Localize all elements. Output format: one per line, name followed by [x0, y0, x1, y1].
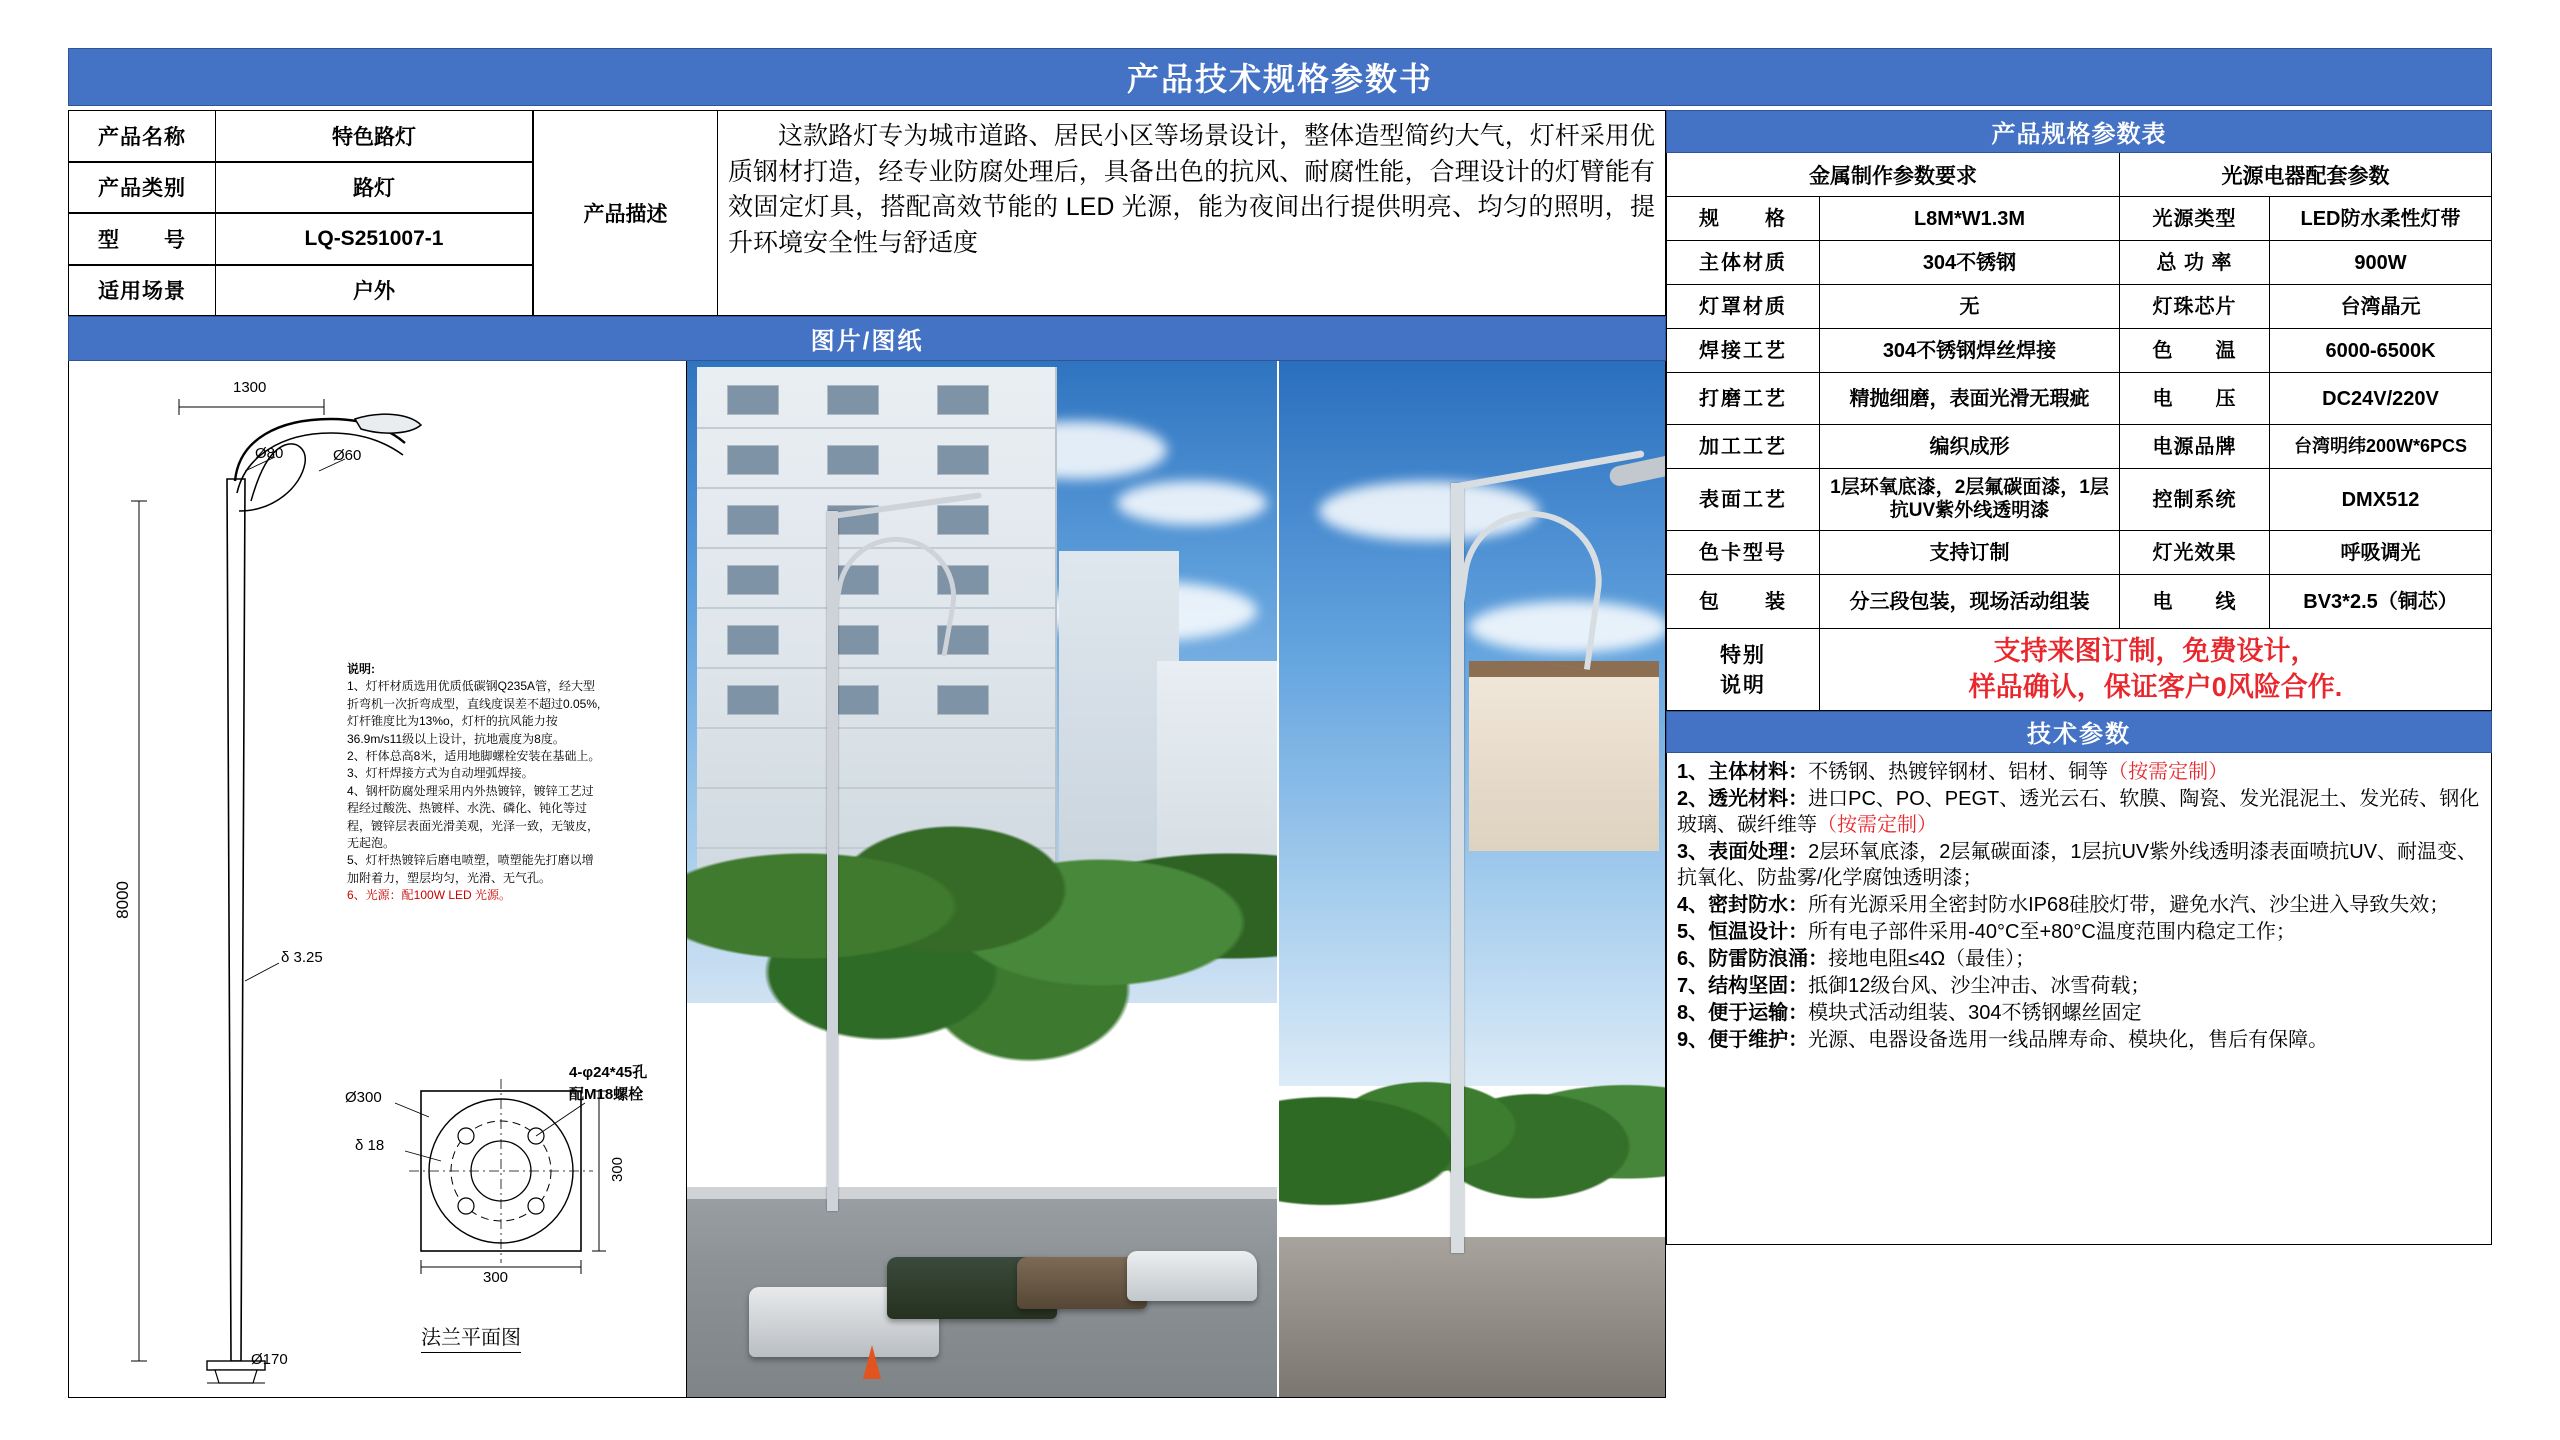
table-row [1666, 329, 2492, 373]
tech-item [1677, 786, 2483, 838]
tech-item [1677, 946, 2483, 972]
tech-item-text: 接地电阻≤4Ω（最佳）； [1828, 947, 2036, 970]
note-line: 5、灯杆热镀锌后磨电喷塑，喷塑能先打磨以增加附着力，塑层均匀，光滑、无气孔。 [347, 853, 594, 885]
spec-key: 灯罩材质 [1666, 285, 1820, 329]
dim-dia-170: Ø170 [251, 1351, 288, 1368]
special-note-label-line1: 特别 [1720, 644, 1766, 668]
tech-item-no: 8、 [1677, 1001, 1709, 1024]
spec-key: 电 压 [2120, 373, 2270, 425]
tech-item-text: 进口PC、PO、PEGT、透光云石、软膜、陶瓷、发光混泥土、发光砖、钢化玻璃、碳纤维等 [1677, 787, 2480, 836]
notes-title: 说明: [347, 662, 375, 676]
spec-key: 控制系统 [2120, 469, 2270, 531]
table-row [1666, 425, 2492, 469]
spec-key: 灯珠芯片 [2120, 285, 2270, 329]
tech-item-no: 9、 [1677, 1028, 1709, 1051]
photo-streetlight-closeup [1277, 361, 1665, 1397]
tech-item-text: 光源、电器设备选用一线品牌寿命、模块化，售后有保障。 [1808, 1028, 2329, 1051]
tech-item-text: 不锈钢、热镀锌钢材、铝材、铜等 [1808, 760, 2109, 783]
bolt-spec-note: 配M18螺栓 [569, 1086, 644, 1103]
tech-item-key: 恒温设计： [1708, 920, 1809, 943]
tech-item-key: 便于维护： [1708, 1028, 1809, 1051]
info-label: 型 号 [68, 213, 216, 265]
tech-item [1677, 892, 2483, 918]
tech-item-no: 4、 [1677, 893, 1709, 916]
tech-item [1677, 973, 2483, 999]
tech-item-no: 1、 [1677, 760, 1709, 783]
spec-value: BV3*2.5（铜芯） [2270, 575, 2492, 629]
spec-value: 1层环氧底漆，2层氟碳面漆，1层抗UV紫外线透明漆 [1820, 469, 2120, 531]
spec-key: 打磨工艺 [1666, 373, 1820, 425]
dim-base-width: 300 [483, 1269, 509, 1286]
tech-item-red: （按需定制） [1817, 813, 1937, 836]
spec-value: 无 [1820, 285, 2120, 329]
bolt-hole-note: 4-φ24*45孔 [569, 1064, 648, 1081]
dim-dia-80: Ø80 [255, 445, 284, 462]
spec-key: 光源类型 [2120, 197, 2270, 241]
tech-item-no: 2、 [1677, 787, 1709, 810]
spec-value: 304不锈钢 [1820, 241, 2120, 285]
images-area [68, 361, 1666, 1398]
drawing-notes [347, 661, 605, 904]
tech-item-text: 所有电子部件采用-40°C至+80°C温度范围内稳定工作； [1808, 920, 2296, 943]
tech-item-no: 7、 [1677, 974, 1709, 997]
photo-street-daytime [687, 361, 1277, 1397]
parked-car [1127, 1251, 1257, 1301]
spec-value: DC24V/220V [2270, 373, 2492, 425]
tech-item-no: 5、 [1677, 920, 1709, 943]
tech-item [1677, 1000, 2483, 1026]
spec-value: 304不锈钢焊丝焊接 [1820, 329, 2120, 373]
roadside-trees [687, 741, 1277, 1071]
tech-item-text: 2层环氧底漆，2层氟碳面漆，1层抗UV紫外线透明漆表面喷抗UV、耐温变、抗氧化、防盐雾/化学腐蚀透明漆； [1677, 840, 2478, 889]
tech-item-no: 3、 [1677, 840, 1709, 863]
road-surface [1279, 1237, 1665, 1397]
roadside-bushes [1279, 1007, 1665, 1247]
spec-value: LED防水柔性灯带 [2270, 197, 2492, 241]
tech-item-key: 防雷防浪涌： [1708, 947, 1829, 970]
table-row [68, 110, 533, 162]
description-body [718, 110, 1666, 316]
spec-key: 色 温 [2120, 329, 2270, 373]
tech-item [1677, 1027, 2483, 1053]
description-text: 这款路灯专为城市道路、居民小区等场景设计，整体造型简约大气，灯杆采用优质钢材打造，经专业防腐处理后，具备出色的抗风、耐腐性能，合理设计的灯臂能有效固定灯具，搭配高效节能的 LED 光源，能为夜间出行提供明亮、均匀的照明，提升环境安全性与舒适度 [728, 122, 1655, 257]
spec-value: DMX512 [2270, 469, 2492, 531]
spec-key: 规 格 [1666, 197, 1820, 241]
tech-item-text: 抵御12级台风、沙尘冲击、冰雪荷载； [1808, 974, 2151, 997]
special-note-label-line2: 说明 [1720, 674, 1766, 698]
spec-value: 支持订制 [1820, 531, 2120, 575]
table-row [1666, 531, 2492, 575]
table-row [1666, 285, 2492, 329]
dim-dia-60: Ø60 [333, 447, 362, 464]
product-photos [687, 361, 1665, 1397]
tech-item-key: 便于运输： [1708, 1001, 1809, 1024]
spec-value: 编织成形 [1820, 425, 2120, 469]
page-title: 产品技术规格参数书 [68, 48, 2492, 106]
info-value: LQ-S251007-1 [216, 213, 533, 265]
tech-item-red: （按需定制） [2108, 760, 2229, 783]
table-row [1666, 241, 2492, 285]
table-row [1666, 575, 2492, 629]
table-row [68, 265, 533, 317]
tech-item-key: 表面处理： [1708, 840, 1809, 863]
special-note [1666, 629, 2492, 711]
note-line: 2、杆体总高8米，适用地脚螺栓安装在基础上。 [347, 748, 601, 763]
tech-item-key: 密封防水： [1708, 893, 1809, 916]
table-row [68, 162, 533, 214]
spec-key: 总 功 率 [2120, 241, 2270, 285]
tech-item [1677, 919, 2483, 945]
spec-key: 主体材质 [1666, 241, 1820, 285]
spec-table-title: 产品规格参数表 [1666, 110, 2492, 153]
tech-item-key: 结构坚固： [1708, 974, 1809, 997]
product-info-table [68, 110, 533, 316]
images-section-title: 图片/图纸 [68, 316, 1666, 361]
spec-key: 电 线 [2120, 575, 2270, 629]
info-value: 特色路灯 [216, 110, 533, 162]
note-line: 1、灯杆材质选用优质低碳钢Q235A管，经大型折弯机一次折弯成型，直线度误差不超过0.05%,灯杆锥度比为13%o，灯杆的抗风能力按36.9m/s11级以上设计，抗地震度为8度。 [347, 679, 601, 746]
tech-item [1677, 839, 2483, 891]
description-label: 产品描述 [533, 110, 718, 316]
special-note-line1: 支持来图订制，免费设计， [1993, 636, 2318, 666]
spec-value: 6000-6500K [2270, 329, 2492, 373]
dim-thickness-18: δ 18 [355, 1137, 385, 1154]
info-value: 户外 [216, 265, 533, 317]
dim-top-width: 1300 [233, 379, 267, 396]
spec-sheet [68, 48, 2492, 1398]
spec-value: L8M*W1.3M [1820, 197, 2120, 241]
dim-pole-height: 8000 [113, 881, 132, 919]
spec-value: 台湾明纬200W*6PCS [2270, 425, 2492, 469]
special-note-label [1666, 629, 1820, 711]
spec-key: 表面工艺 [1666, 469, 1820, 531]
tech-item-key: 主体材料： [1708, 760, 1809, 783]
special-note-line2: 样品确认，保证客户0风险合作. [1968, 672, 2343, 703]
spec-value: 呼吸调光 [2270, 531, 2492, 575]
tech-item-text: 模块式活动组装、304不锈钢螺丝固定 [1808, 1001, 2142, 1024]
spec-column [1666, 110, 2492, 1245]
building-villa [1469, 661, 1659, 851]
special-note-text [1820, 629, 2492, 711]
table-row [1666, 197, 2492, 241]
tech-item-key: 透光材料： [1708, 787, 1809, 810]
cloud [1117, 481, 1267, 525]
spec-key: 加工工艺 [1666, 425, 1820, 469]
tech-params-title: 技术参数 [1666, 711, 2492, 753]
note-line: 4、钢杆防腐处理采用内外热镀锌，镀锌工艺过程经过酸洗、热镀样、水洗、磷化、钝化等过程，镀锌层表面光滑美观，光泽一致，无皱皮，无起泡。 [347, 783, 600, 850]
note-line: 3、灯杆焊接方式为自动埋弧焊接。 [347, 766, 534, 781]
table-row [1666, 373, 2492, 425]
note-line: 6、光源：配100W LED 光源。 [347, 888, 512, 903]
info-label: 适用场景 [68, 265, 216, 317]
spec-subheader-metal: 金属制作参数要求 [1666, 153, 2120, 197]
spec-subheaders [1666, 153, 2492, 197]
tech-item-no: 6、 [1677, 947, 1709, 970]
spec-key: 包 装 [1666, 575, 1820, 629]
tech-params-body [1666, 753, 2492, 1245]
tech-item-text: 所有光源采用全密封防水IP68硅胶灯带，避免水汽、沙尘进入导致失效； [1808, 893, 2450, 916]
traffic-cone [863, 1345, 881, 1379]
tech-item [1677, 759, 2483, 785]
dim-dia-300: Ø300 [345, 1089, 382, 1106]
spec-value: 精抛细磨，表面光滑无瑕疵 [1820, 373, 2120, 425]
dim-base-height: 300 [609, 1157, 626, 1183]
spec-key: 电源品牌 [2120, 425, 2270, 469]
spec-key: 色卡型号 [1666, 531, 1820, 575]
technical-drawing [69, 361, 687, 1397]
spec-value: 台湾晶元 [2270, 285, 2492, 329]
spec-value: 分三段包装，现场活动组装 [1820, 575, 2120, 629]
info-value: 路灯 [216, 162, 533, 214]
table-row [68, 213, 533, 265]
dim-thickness: δ 3.25 [281, 949, 323, 966]
spec-key: 焊接工艺 [1666, 329, 1820, 373]
spec-value: 900W [2270, 241, 2492, 285]
spec-key: 灯光效果 [2120, 531, 2270, 575]
spec-subheader-light: 光源电器配套参数 [2120, 153, 2492, 197]
table-row [1666, 469, 2492, 531]
flange-plan-title: 法兰平面图 [421, 1321, 521, 1353]
info-label: 产品类别 [68, 162, 216, 214]
info-label: 产品名称 [68, 110, 216, 162]
